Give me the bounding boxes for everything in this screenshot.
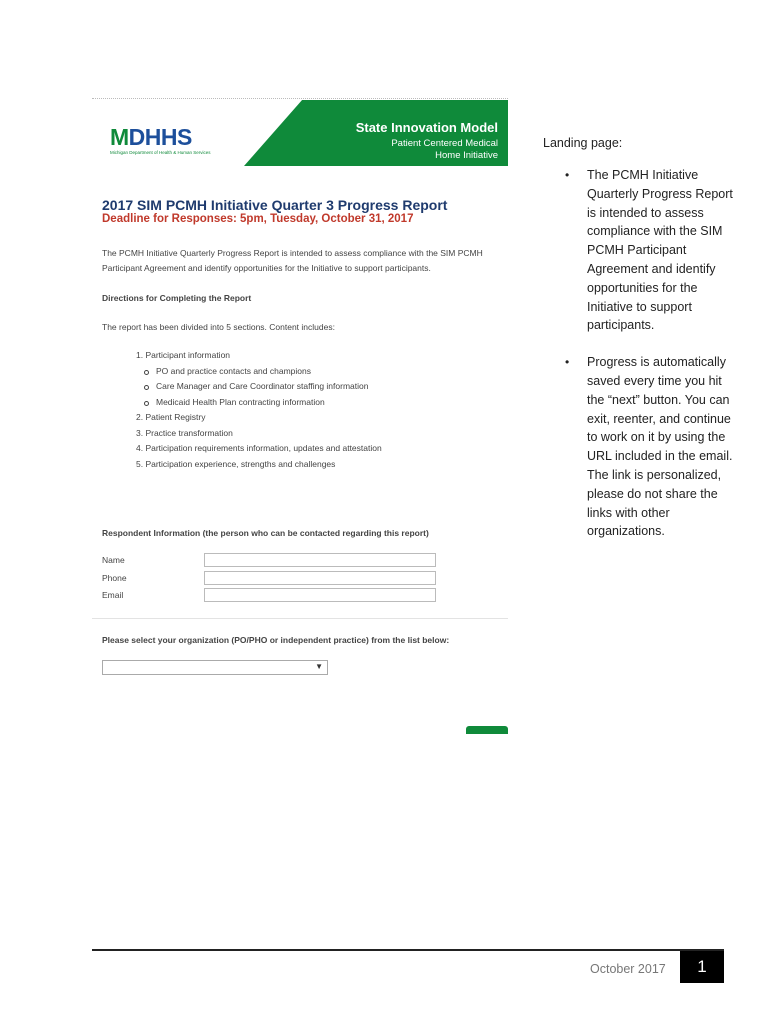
banner-subtitle-line-1: Patient Centered Medical xyxy=(391,138,498,149)
list-item xyxy=(560,166,736,335)
list-item xyxy=(560,353,736,541)
survey-header xyxy=(92,100,508,166)
respondent-heading: Respondent Information (the person who can be contacted regarding this report) xyxy=(102,528,429,538)
name-label: Name xyxy=(102,555,125,565)
email-label: Email xyxy=(102,590,124,600)
subsection-item: PO and practice contacts and champions xyxy=(136,364,496,380)
phone-label: Phone xyxy=(102,573,127,583)
footer-date: October 2017 xyxy=(590,962,666,976)
name-input[interactable] xyxy=(204,553,436,567)
organization-select[interactable] xyxy=(102,660,328,675)
notes-list xyxy=(560,166,736,541)
section-item: 5. Participation experience, strengths and challenges xyxy=(136,458,336,469)
note-text: The PCMH Initiative Quarterly Progress Report is intended to assess compliance with the SIM PCMH Participant Agreement and identify opportunities for the Initiative to support participants. xyxy=(587,168,733,333)
banner-subtitle xyxy=(358,138,498,162)
top-divider xyxy=(92,98,508,99)
section-item: 4. Participation requirements information, updates and attestation xyxy=(136,443,382,453)
section-item: 2. Patient Registry xyxy=(136,412,206,422)
survey-screenshot xyxy=(92,98,508,734)
email-row xyxy=(102,588,432,604)
intro-line-2: Participant Agreement and identify opportunities for the Initiative to support participants. xyxy=(102,263,431,273)
chevron-down-icon: ▼ xyxy=(315,662,323,671)
directions-heading: Directions for Completing the Report xyxy=(102,293,252,303)
footer-divider xyxy=(92,949,724,951)
logo-subtitle: Michigan Department of Health & Human Services xyxy=(110,150,211,155)
intro-line-1: The PCMH Initiative Quarterly Progress Report is intended to assess compliance with the SIM PCMH xyxy=(102,248,483,258)
section-divider xyxy=(92,618,508,619)
sections-list xyxy=(136,348,496,472)
sections-intro: The report has been divided into 5 sections. Content includes: xyxy=(102,322,335,332)
organization-label: Please select your organization (PO/PHO or independent practice) from the list below: xyxy=(102,635,450,645)
intro-paragraph xyxy=(102,246,502,276)
report-title: 2017 SIM PCMH Initiative Quarter 3 Progress Report xyxy=(102,197,448,213)
subsection-item: Care Manager and Care Coordinator staffing information xyxy=(136,379,496,395)
mdhhs-logo: MDHHS xyxy=(110,124,192,150)
banner-title: State Innovation Model xyxy=(355,120,498,135)
bullet-icon: • xyxy=(565,355,570,370)
phone-input[interactable] xyxy=(204,571,436,585)
deadline-text: Deadline for Responses: 5pm, Tuesday, October 31, 2017 xyxy=(102,213,414,225)
name-row xyxy=(102,553,432,569)
subsection-item: Medicaid Health Plan contracting information xyxy=(136,395,496,411)
bullet-icon: • xyxy=(565,168,570,182)
email-input[interactable] xyxy=(204,588,436,602)
phone-row xyxy=(102,571,432,587)
banner-subtitle-line-2: Home Initiative xyxy=(435,150,498,161)
next-button[interactable] xyxy=(466,726,508,734)
section-item: 1. Participant information xyxy=(136,350,231,360)
section-item: 3. Practice transformation xyxy=(136,427,233,438)
landing-page-label: Landing page: xyxy=(543,136,623,150)
note-text: Progress is automatically saved every time you hit the “next” button. You can exit, reenter, and continue to work on it by using the URL included in the email. The link is personalized, please do not share the links with other organizations. xyxy=(587,355,733,539)
page-number: 1 xyxy=(680,951,724,983)
